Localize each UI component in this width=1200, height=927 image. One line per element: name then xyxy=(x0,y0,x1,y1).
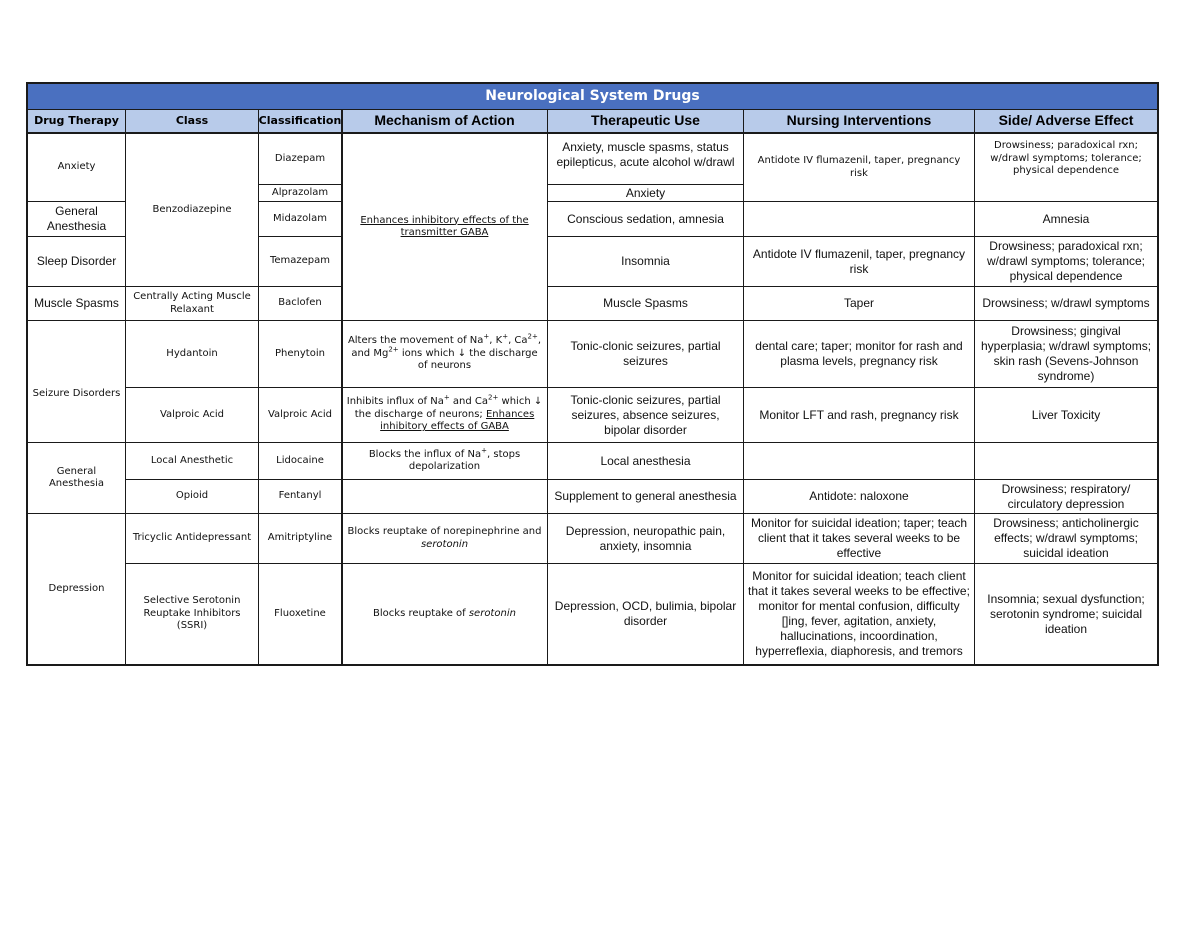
rule xyxy=(744,479,1157,480)
rule xyxy=(548,320,743,321)
header-therapeutic-use: Therapeutic Use xyxy=(548,110,743,132)
use-phenytoin: Tonic-clonic seizures, partial seizures xyxy=(570,339,721,368)
class-opioid: Opioid xyxy=(175,490,209,502)
rule xyxy=(548,286,743,287)
rule xyxy=(259,184,341,185)
rule xyxy=(126,563,258,564)
table-title: Neurological System Drugs xyxy=(28,84,1157,109)
mechanism-fentanyl xyxy=(342,480,547,513)
header-classification: Classification xyxy=(259,110,341,132)
therapy-anxiety: Anxiety xyxy=(57,161,96,173)
rule xyxy=(343,387,547,388)
drug-lidocaine: Lidocaine xyxy=(276,454,324,466)
use-diazepam: Anxiety, muscle spasms, status epilepticus, acute alcohol w/drawl xyxy=(556,140,735,169)
rule xyxy=(259,286,341,287)
rule xyxy=(28,236,125,237)
rule xyxy=(548,387,743,388)
nursing-valproic: Monitor LFT and rash, pregnancy risk xyxy=(759,407,959,422)
rule xyxy=(28,201,125,202)
mechanism-amitriptyline-text: Blocks reuptake of norepinephrine and serotonin xyxy=(347,526,542,550)
header-class: Class xyxy=(126,110,258,132)
rule xyxy=(548,479,743,480)
rule xyxy=(548,513,743,514)
header-side-effect: Side/ Adverse Effect xyxy=(975,110,1157,132)
rule xyxy=(259,236,341,237)
rule xyxy=(28,109,1157,110)
mechanism-lidocaine-text: Blocks the influx of Na+, stops depolarization xyxy=(368,446,521,472)
therapy-seizure-disorders: Seizure Disorders xyxy=(32,387,121,399)
class-centrally-acting: Centrally Acting Muscle Relaxant xyxy=(133,291,251,315)
rule xyxy=(28,320,125,321)
drug-table xyxy=(26,82,1159,666)
rule xyxy=(744,286,1157,287)
mechanism-valproic xyxy=(342,388,547,442)
nursing-baclofen: Taper xyxy=(843,296,875,310)
rule xyxy=(343,442,547,443)
rule xyxy=(126,513,258,514)
drug-valproic-acid: Valproic Acid xyxy=(267,408,333,420)
header-nursing-interventions: Nursing Interventions xyxy=(744,110,974,132)
use-valproic: Tonic-clonic seizures, partial seizures, absence seizures, bipolar disorder xyxy=(570,392,721,437)
rule xyxy=(744,513,1157,514)
mechanism-phenytoin-text: Alters the movement of Na+, K+, $Ca^{2+}$, and $Mg^{2+}$ ions which ↓ the discharge of neurons xyxy=(347,332,542,372)
side-effect-fluoxetine: Insomnia; sexual dysfunction; serotonin syndrome; suicidal ideation xyxy=(987,591,1145,636)
nursing-temazepam: Antidote IV flumazenil, taper, pregnancy risk xyxy=(752,246,966,276)
side-effect-diazepam: Drowsiness; paradoxical rxn; w/drawl symptoms; tolerance; physical dependence xyxy=(990,140,1142,176)
therapy-sleep-disorder: Sleep Disorder xyxy=(36,254,117,268)
drug-alprazolam: Alprazolam xyxy=(271,186,329,198)
rule xyxy=(343,320,547,321)
drug-baclofen: Baclofen xyxy=(278,297,322,309)
class-benzodiazepine: Benzodiazepine xyxy=(152,203,232,215)
use-alprazolam: Anxiety xyxy=(625,185,666,200)
mechanism-fluoxetine-text: Blocks reuptake of serotonin xyxy=(373,607,516,619)
rule xyxy=(28,513,125,514)
mechanism-lidocaine xyxy=(342,443,547,479)
mechanism-valproic-text: Inhibits influx of Na+ and $Ca^{2+}$ which ↓ the discharge of neurons; Enhances inhibitory effects of GABA xyxy=(346,393,543,433)
rule xyxy=(548,442,743,443)
side-effect-lidocaine xyxy=(975,443,1157,479)
nursing-lidocaine xyxy=(744,443,974,479)
header-drug-therapy: Drug Therapy xyxy=(28,110,125,132)
rule xyxy=(744,442,1157,443)
nursing-phenytoin: dental care; taper; monitor for rash and plasma levels, pregnancy risk xyxy=(755,339,963,368)
rule xyxy=(126,479,258,480)
rule xyxy=(28,132,1157,134)
therapy-general-anesthesia: General Anesthesia xyxy=(46,204,107,233)
side-effect-amitriptyline: Drowsiness; anticholinergic effects; w/drawl symptoms; suicidal ideation xyxy=(993,516,1139,560)
mechanism-benzo-text: Enhances inhibitory effects of the transmitter GABA xyxy=(360,214,529,238)
rule xyxy=(744,387,1157,388)
class-tca: Tricyclic Antidepressant xyxy=(132,532,252,544)
side-effect-phenytoin: Drowsiness; gingival hyperplasia; w/drawl symptoms; skin rash (Sevens-Johnson syndrome) xyxy=(980,324,1152,383)
side-effect-temazepam: Drowsiness; paradoxical rxn; w/drawl symptoms; tolerance; physical dependence xyxy=(986,239,1146,283)
mechanism-fluoxetine xyxy=(342,564,547,664)
mechanism-phenytoin xyxy=(342,321,547,387)
rule xyxy=(126,286,258,287)
rule xyxy=(28,442,125,443)
rule xyxy=(259,201,341,202)
rule xyxy=(259,563,341,564)
rule xyxy=(548,184,743,185)
side-effect-midazolam: Amnesia xyxy=(1042,211,1090,226)
drug-amitriptyline: Amitriptyline xyxy=(267,532,333,544)
rule xyxy=(343,563,547,564)
therapy-depression: Depression xyxy=(48,582,105,594)
nursing-fentanyl: Antidote: naloxone xyxy=(809,489,909,503)
side-effect-valproic: Liver Toxicity xyxy=(1031,407,1101,422)
rule xyxy=(744,563,1157,564)
rule xyxy=(548,201,743,202)
use-midazolam: Conscious sedation, amnesia xyxy=(567,211,724,226)
use-baclofen: Muscle Spasms xyxy=(603,296,688,310)
side-effect-fentanyl: Drowsiness; respiratory/ circulatory depression xyxy=(1001,481,1131,511)
rule xyxy=(744,236,1157,237)
drug-phenytoin: Phenytoin xyxy=(275,347,325,359)
rule xyxy=(259,513,341,514)
therapy-muscle-spasms: Muscle Spasms xyxy=(34,296,119,310)
rule xyxy=(126,320,258,321)
drug-midazolam: Midazolam xyxy=(273,212,327,224)
use-amitriptyline: Depression, neuropathic pain, anxiety, insomnia xyxy=(565,523,726,553)
rule xyxy=(259,320,341,321)
rule xyxy=(548,563,743,564)
side-effect-baclofen: Drowsiness; w/drawl symptoms xyxy=(982,296,1150,310)
rule xyxy=(343,479,547,480)
rule xyxy=(548,236,743,237)
rule xyxy=(259,387,341,388)
therapy-general-anesthesia-2: General Anesthesia xyxy=(48,465,105,489)
class-hydantoin: Hydantoin xyxy=(166,347,218,359)
rule xyxy=(343,513,547,514)
class-local-anesthetic: Local Anesthetic xyxy=(150,454,234,466)
class-ssri: Selective Serotonin Reuptake Inhibitors (SSRI) xyxy=(143,595,241,632)
mechanism-amitriptyline xyxy=(342,514,547,563)
rule xyxy=(259,479,341,480)
header-mechanism: Mechanism of Action xyxy=(342,110,547,132)
nursing-amitriptyline: Monitor for suicidal ideation; taper; teach client that it takes several weeks to be effective xyxy=(750,516,968,560)
drug-fluoxetine: Fluoxetine xyxy=(274,607,326,619)
class-valproic-acid: Valproic Acid xyxy=(159,408,225,420)
mechanism-benzodiazepine xyxy=(342,134,547,320)
rule xyxy=(126,387,258,388)
drug-fentanyl: Fentanyl xyxy=(278,490,322,502)
use-fentanyl: Supplement to general anesthesia xyxy=(554,489,737,503)
rule xyxy=(126,442,258,443)
rule xyxy=(744,201,1157,202)
rule xyxy=(744,320,1157,321)
use-fluoxetine: Depression, OCD, bulimia, bipolar disorder xyxy=(554,599,737,628)
rule xyxy=(259,442,341,443)
nursing-diazepam: Antidote IV flumazenil, taper, pregnancy risk xyxy=(757,155,961,179)
use-temazepam: Insomnia xyxy=(621,254,670,268)
drug-diazepam: Diazepam xyxy=(274,152,326,164)
use-lidocaine: Local anesthesia xyxy=(600,453,691,468)
nursing-fluoxetine: Monitor for suicidal ideation; teach client that it takes several weeks to be effective; monitor for mental confusion, difficulty []ing, fever, agitation, anxiety, hallucinations, incoordination, hyperreflexia, diaphoresis, and tremors xyxy=(748,569,970,658)
nursing-midazolam xyxy=(744,202,974,236)
drug-temazepam: Temazepam xyxy=(269,255,331,267)
rule xyxy=(28,286,125,287)
